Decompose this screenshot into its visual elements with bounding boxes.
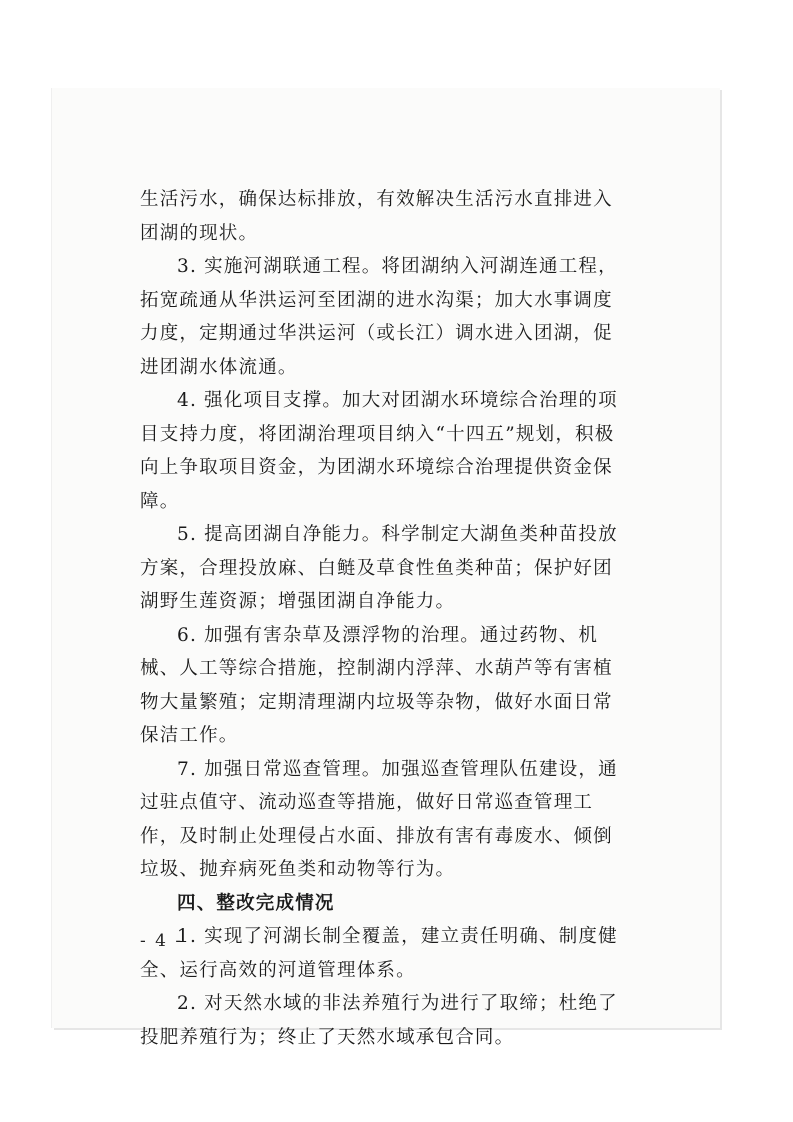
paragraph-item-3: 3. 实施河湖联通工程。将团湖纳入河湖连通工程，拓宽疏通从华洪运河至团湖的进水沟渠；加大水事调度力度，定期通过华洪运河（或长江）调水进入团湖，促进团湖水体流通。 (140, 256, 618, 378)
page-number: - 4 - (140, 931, 184, 951)
paragraph-item-7: 7. 加强日常巡查管理。加强巡查管理队伍建设，通过驻点值守、流动巡查等措施，做好日常巡查管理工作，及时制止处理侵占水面、排放有害有毒废水、倾倒垃圾、抛弃病死鱼类和动物等行为。 (140, 758, 618, 880)
paragraph-continuation: 生活污水，确保达标排放，有效解决生活污水直排进入团湖的现状。 (140, 189, 613, 244)
completion-item-2: 2. 对天然水域的非法养殖行为进行了取缔；杜绝了投肥养殖行为；终止了天然水域承包合同。 (140, 993, 618, 1048)
paragraph-item-6: 6. 加强有害杂草及漂浮物的治理。通过药物、机械、人工等综合措施，控制湖内浮萍、水葫芦等有害植物大量繁殖；定期清理湖内垃圾等杂物，做好水面日常保洁工作。 (140, 624, 613, 746)
completion-item-1: 1. 实现了河湖长制全覆盖，建立责任明确、制度健全、运行高效的河道管理体系。 (140, 926, 618, 981)
paragraph-item-4: 4. 强化项目支撑。加大对团湖水环境综合治理的项目支持力度，将团湖治理项目纳入“十四五”规划，积极向上争取项目资金，为团湖水环境综合治理提供资金保障。 (140, 390, 618, 512)
section-heading: 四、整改完成情况 (177, 892, 335, 914)
document-body (140, 183, 630, 1054)
paragraph-item-5: 5. 提高团湖自净能力。科学制定大湖鱼类种苗投放方案，合理投放麻、白鲢及草食性鱼类种苗；保护好团湖野生莲资源；增强团湖自净能力。 (140, 524, 618, 612)
